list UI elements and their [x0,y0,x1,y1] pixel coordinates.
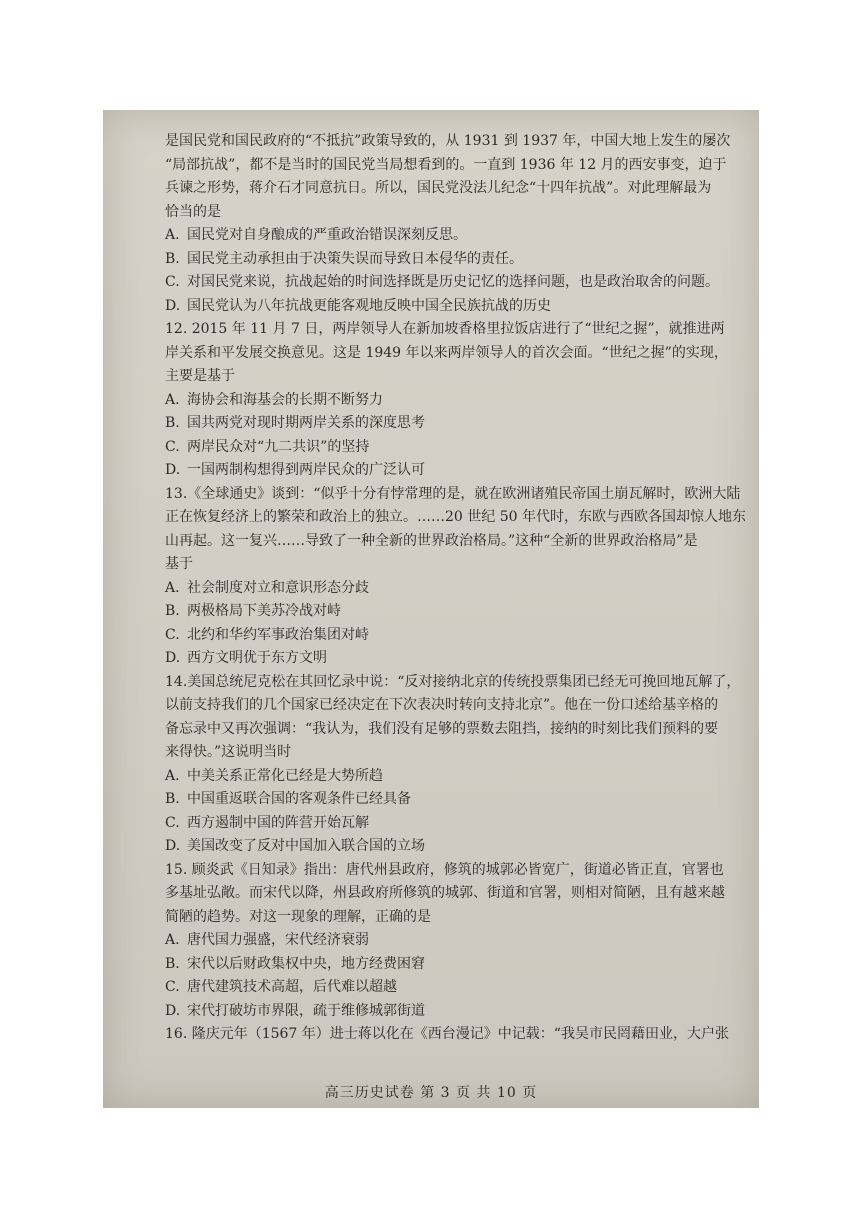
q12-option-a: A. 海协会和海基会的长期不断努力 [165,391,383,408]
q11-stem-line: 恰当的是 [165,203,221,220]
q15-stem-line: 简陋的趋势。对这一现象的理解，正确的是 [165,908,431,925]
page-content [165,130,745,1047]
q15-stem-line: 15. 顾炎武《日知录》指出：唐代州县政府，修筑的城郭必皆宽广，街道必皆正直，官署也 [165,861,724,878]
q15-option-d: D. 宋代打破坊市界限，疏于维修城郭街道 [165,1002,425,1019]
exam-page [103,110,759,1108]
q11-stem [165,130,745,224]
q14-stem-line: 以前支持我们的几个国家已经决定在下次表决时转向支持北京”。他在一份口述给基辛格的 [165,697,719,713]
page-footer: 高三历史试卷 第 3 页 共 10 页 [324,1085,538,1101]
q14-option-a: A. 中美关系正常化已经是大势所趋 [165,767,383,784]
q14-option-c: C. 西方遏制中国的阵营开始瓦解 [165,814,369,831]
q15-stem [165,859,745,930]
q12-option-c: C. 两岸民众对“九二共识”的坚持 [165,438,370,455]
q11-stem-line: 兵谏之形势，蒋介石才同意抗日。所以，国民党没法儿纪念“十四年抗战”。对此理解最为 [165,180,712,196]
q15-option-b: B. 宋代以后财政集权中央，地方经费困窘 [165,955,425,972]
q13-stem-line: 正在恢复经济上的繁荣和政治上的独立。……20 世纪 50 年代时，东欧与西欧各国却惊人地东 [165,509,746,525]
q14-stem [165,671,745,765]
q11-option-a: A. 国民党对自身酿成的严重政治错误深刻反思。 [165,227,467,243]
q14-options [165,765,745,859]
q11-option-c: C. 对国民党来说，抗战起始的时间选择既是历史记忆的选择问题，也是政治取舍的问题。 [165,274,719,290]
q13-option-b: B. 两极格局下美苏冷战对峙 [165,603,341,619]
q11-stem-line: “局部抗战”，都不是当时的国民党当局想看到的。一直到 1936 年 12 月的西安事变，迫于 [165,156,727,173]
q12-stem [165,318,745,389]
q12-stem-line: 主要是基于 [165,368,235,384]
q14-stem-line: 备忘录中又再次强调：“我认为，我们没有足够的票数去阻挡，接纳的时刻比我们预料的要 [165,720,719,737]
q15-stem-line: 多基址弘敞。而宋代以降，州县政府所修筑的城郭、街道和官署，则相对简陋，且有越来越 [165,885,725,901]
q13-stem-line: 基于 [165,556,193,572]
q13-options [165,577,745,671]
q13-option-c: C. 北约和华约军事政治集团对峙 [165,626,369,643]
q14-option-b: B. 中国重返联合国的客观条件已经具备 [165,791,411,807]
q14-stem-line: 14.美国总统尼克松在其回忆录中说：“反对接纳北京的传统投票集团已经无可挽回地瓦解了， [165,673,741,690]
q15-option-a: A. 唐代国力强盛，宋代经济衰弱 [165,932,369,948]
q12-stem-line: 12. 2015 年 11 月 7 日，两岸领导人在新加坡香格里拉饭店进行了“世纪之握”，就推进两 [165,321,725,337]
q16-stem-line: 16. 隆庆元年（1567 年）进士蒋以化在《西台漫记》中记载：“我吴市民罔藉田业，大户张 [165,1026,729,1042]
q11-options [165,224,745,318]
q11-stem-line: 是国民党和国民政府的“不抵抗”政策导致的，从 1931 到 1937 年，中国大地上发生的屡次 [165,133,731,149]
q13-stem [165,483,745,577]
q11-option-d: D. 国民党认为八年抗战更能客观地反映中国全民族抗战的历史 [165,297,551,314]
q13-option-a: A. 社会制度对立和意识形态分歧 [165,579,369,596]
q15-option-c: C. 唐代建筑技术高超，后代难以超越 [165,979,397,995]
q13-option-d: D. 西方文明优于东方文明 [165,650,327,666]
q12-option-b: B. 国共两党对现时期两岸关系的深度思考 [165,415,425,431]
q13-stem-line: 13.《全球通史》谈到：“似乎十分有悖常理的是，就在欧洲诸殖民帝国土崩瓦解时，欧洲大陆 [165,485,741,502]
q12-options [165,389,745,483]
q12-option-d: D. 一国两制构想得到两岸民众的广泛认可 [165,462,425,478]
q12-stem-line: 岸关系和平发展交换意见。这是 1949 年以来两岸领导人的首次会面。“世纪之握”的实现， [165,344,728,361]
q14-stem-line: 来得快。”这说明当时 [165,744,292,760]
q13-stem-line: 山再起。这一复兴……导致了一种全新的世界政治格局。”这种“全新的世界政治格局”是 [165,532,698,549]
q14-option-d: D. 美国改变了反对中国加入联合国的立场 [165,838,425,854]
q11-option-b: B. 国民党主动承担由于决策失误而导致日本侵华的责任。 [165,250,523,267]
q15-options [165,929,745,1023]
q16-stem [165,1023,745,1047]
